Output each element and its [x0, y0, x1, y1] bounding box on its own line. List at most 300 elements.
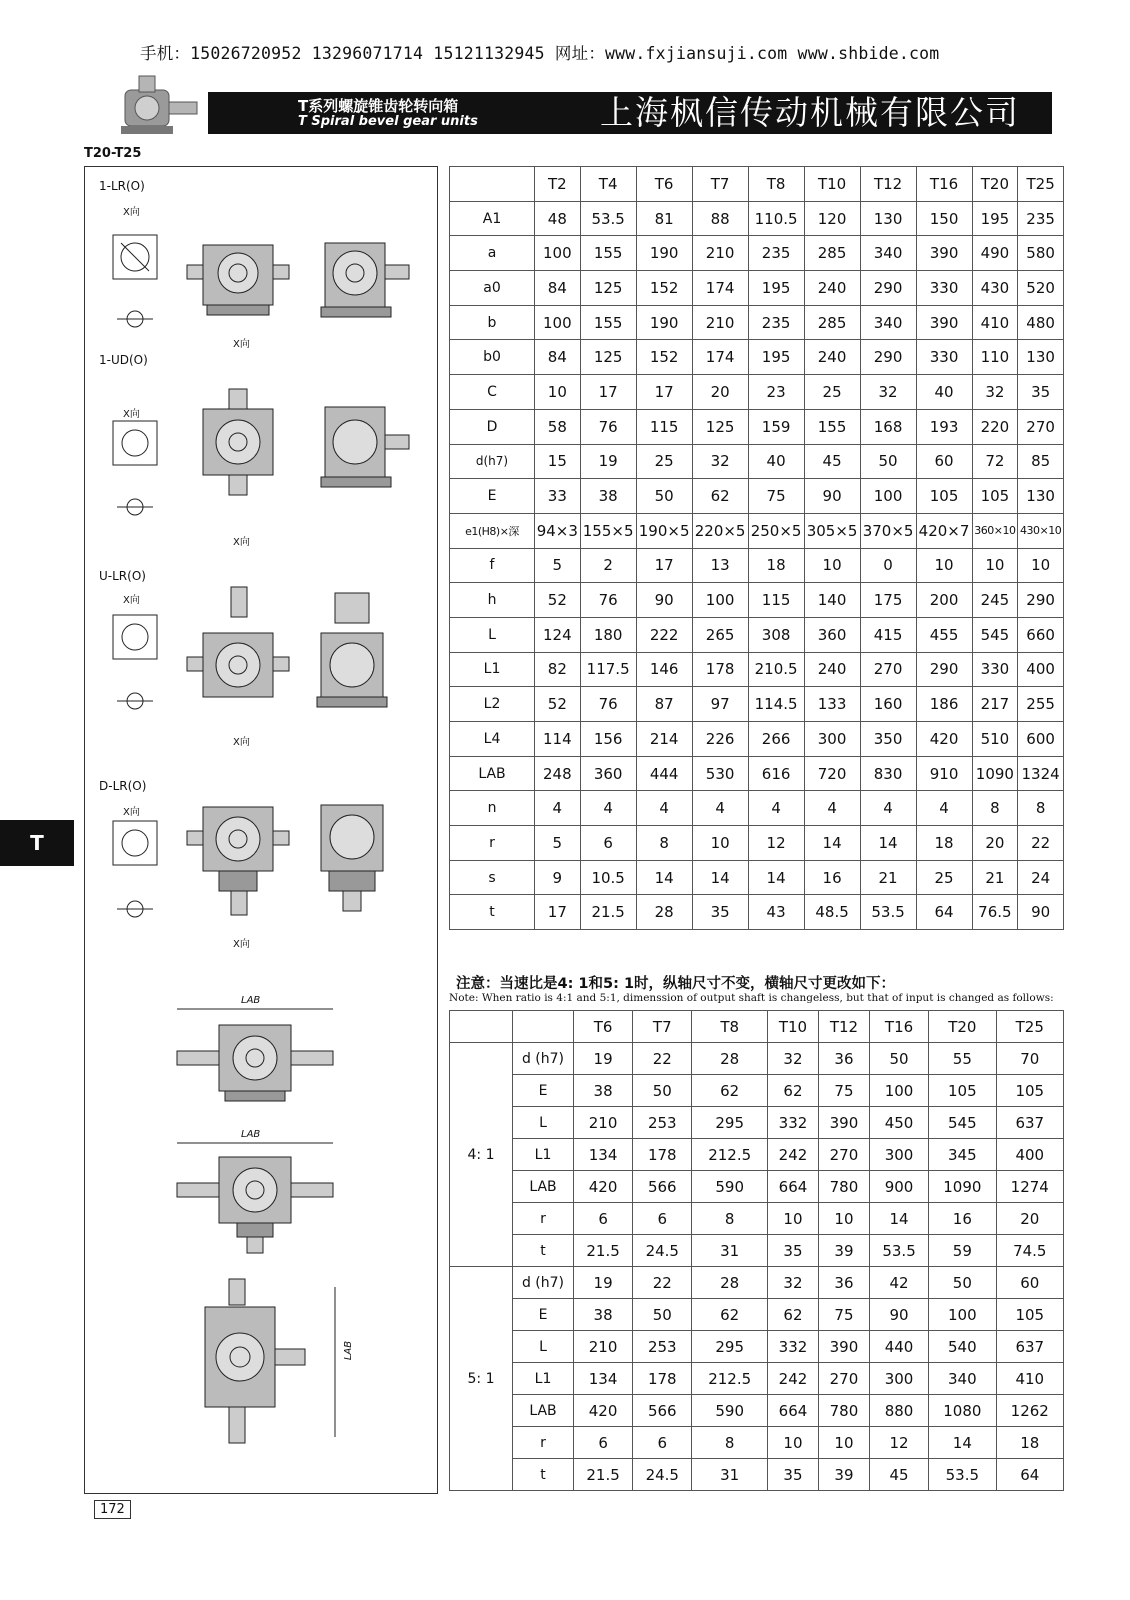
row-label: s [450, 860, 535, 895]
table-cell: 64 [916, 895, 972, 930]
table-cell: 210 [692, 236, 748, 271]
table-cell: 20 [996, 1203, 1063, 1235]
column-header: T7 [633, 1011, 692, 1043]
table-cell: 2 [580, 548, 636, 583]
table-cell: 20 [972, 826, 1018, 861]
row-label: L1 [513, 1139, 574, 1171]
table-cell: 90 [1018, 895, 1064, 930]
table-cell: 15 [535, 444, 581, 479]
table-cell: 45 [869, 1459, 928, 1491]
table-cell: 88 [692, 201, 748, 236]
x-direction-label: X向 [233, 737, 250, 748]
table-cell: 114.5 [748, 687, 804, 722]
row-label: t [513, 1235, 574, 1267]
table-row [450, 236, 1064, 271]
table-cell: 195 [972, 201, 1018, 236]
table-cell: 38 [580, 479, 636, 514]
table-cell: 10 [818, 1427, 869, 1459]
table-cell: 23 [748, 375, 804, 410]
table-cell: 32 [767, 1043, 818, 1075]
table-cell: 248 [535, 756, 581, 791]
table-cell: 1080 [929, 1395, 996, 1427]
table-cell: 8 [692, 1203, 768, 1235]
table-cell: 4 [804, 791, 860, 826]
table-cell: 4 [748, 791, 804, 826]
row-label: LAB [513, 1395, 574, 1427]
table-cell: 178 [633, 1363, 692, 1395]
table-cell: 18 [916, 826, 972, 861]
table-cell: 159 [748, 409, 804, 444]
figure-label: D-LR(O) [99, 779, 147, 793]
table-cell: 87 [636, 687, 692, 722]
table-cell: 156 [580, 722, 636, 757]
table-cell: 300 [804, 722, 860, 757]
banner-title-cn: T系列螺旋锥齿轮转向箱 [298, 97, 459, 115]
table-cell: 52 [535, 687, 581, 722]
table-cell: 17 [636, 375, 692, 410]
row-label: L4 [450, 722, 535, 757]
ratio-dimensions-table [449, 1010, 1064, 1491]
table-cell: 24.5 [633, 1459, 692, 1491]
row-label: t [450, 895, 535, 930]
table-cell: 390 [916, 236, 972, 271]
table-cell: 35 [767, 1459, 818, 1491]
table-cell: 178 [692, 652, 748, 687]
table-cell: 8 [1018, 791, 1064, 826]
table-cell: 100 [535, 236, 581, 271]
table-cell: 332 [767, 1331, 818, 1363]
table-cell: 214 [636, 722, 692, 757]
table-cell: 590 [692, 1171, 768, 1203]
table-cell: 190×5 [636, 513, 692, 548]
table-cell: 40 [748, 444, 804, 479]
table-row [450, 1331, 1064, 1363]
table-cell: 62 [692, 479, 748, 514]
table-cell: 430×10 [1018, 513, 1064, 548]
table-cell: 8 [636, 826, 692, 861]
table-row [450, 687, 1064, 722]
table-cell: 24.5 [633, 1235, 692, 1267]
row-label: C [450, 375, 535, 410]
table-cell: 360×10 [972, 513, 1018, 548]
table-row [450, 1299, 1064, 1331]
table-cell: 35 [692, 895, 748, 930]
series-label: T20-T25 [84, 146, 142, 161]
table-cell: 900 [869, 1171, 928, 1203]
table-cell: 14 [860, 826, 916, 861]
table-cell: 21 [972, 860, 1018, 895]
table-cell: 100 [692, 583, 748, 618]
table-cell: 4 [580, 791, 636, 826]
table-cell: 270 [860, 652, 916, 687]
table-cell: 455 [916, 617, 972, 652]
table-cell: 53.5 [580, 201, 636, 236]
table-cell: 155 [580, 236, 636, 271]
table-cell: 60 [916, 444, 972, 479]
table-row [450, 860, 1064, 895]
table-cell: 125 [580, 271, 636, 306]
table-row [450, 1043, 1064, 1075]
table-row [450, 1139, 1064, 1171]
table-cell: 90 [804, 479, 860, 514]
table-row [450, 409, 1064, 444]
empty-header [450, 1011, 513, 1043]
table-cell: 664 [767, 1395, 818, 1427]
table-cell: 58 [535, 409, 581, 444]
note-en: Note: When ratio is 4:1 and 5:1, dimenssion of output shaft is changeless, but that of input is changed as follows: [449, 992, 1054, 1004]
column-header: T10 [767, 1011, 818, 1043]
table-cell: 4 [636, 791, 692, 826]
table-cell: 200 [916, 583, 972, 618]
table-cell: 295 [692, 1107, 768, 1139]
table-cell: 235 [748, 305, 804, 340]
table-cell: 4 [535, 791, 581, 826]
table-cell: 75 [818, 1299, 869, 1331]
table-cell: 10 [767, 1203, 818, 1235]
table-row [450, 826, 1064, 861]
table-cell: 120 [804, 201, 860, 236]
table-row [450, 548, 1064, 583]
table-cell: 420 [574, 1395, 633, 1427]
row-label: L [513, 1107, 574, 1139]
column-header: T20 [972, 167, 1018, 202]
table-row [450, 340, 1064, 375]
table-cell: 62 [692, 1075, 768, 1107]
table-cell: 240 [804, 652, 860, 687]
table-cell: 415 [860, 617, 916, 652]
table-cell: 22 [633, 1043, 692, 1075]
contact-line: 手机：15026720952 13296071714 15121132945 网址：www.fxjiansuji.com www.shbide.com [140, 44, 940, 63]
table-cell: 59 [929, 1235, 996, 1267]
table-cell: 300 [869, 1139, 928, 1171]
table-cell: 180 [580, 617, 636, 652]
table-cell: 253 [633, 1331, 692, 1363]
table-cell: 400 [1018, 652, 1064, 687]
row-label: L [450, 617, 535, 652]
table-cell: 130 [1018, 479, 1064, 514]
table-cell: 220×5 [692, 513, 748, 548]
table-cell: 105 [972, 479, 1018, 514]
table-cell: 17 [580, 375, 636, 410]
table-cell: 124 [535, 617, 581, 652]
table-cell: 242 [767, 1363, 818, 1395]
table-cell: 90 [869, 1299, 928, 1331]
table-cell: 440 [869, 1331, 928, 1363]
table-cell: 6 [574, 1203, 633, 1235]
row-label: E [513, 1075, 574, 1107]
banner-title-en: T Spiral bevel gear units [298, 114, 478, 129]
table-cell: 637 [996, 1331, 1063, 1363]
table-cell: 21.5 [574, 1235, 633, 1267]
table-cell: 210 [574, 1331, 633, 1363]
x-direction-label: X向 [123, 595, 140, 606]
table-cell: 16 [804, 860, 860, 895]
row-label: L1 [450, 652, 535, 687]
table-cell: 84 [535, 340, 581, 375]
table-cell: 72 [972, 444, 1018, 479]
column-header: T4 [580, 167, 636, 202]
gearbox-logo-image [105, 72, 215, 144]
table-cell: 28 [692, 1267, 768, 1299]
table-cell: 174 [692, 340, 748, 375]
table-cell: 130 [860, 201, 916, 236]
table-cell: 62 [692, 1299, 768, 1331]
column-header [450, 167, 535, 202]
table-cell: 210 [692, 305, 748, 340]
table-cell: 25 [916, 860, 972, 895]
table-cell: 14 [748, 860, 804, 895]
table-cell: 212.5 [692, 1363, 768, 1395]
table-cell: 50 [929, 1267, 996, 1299]
table-row [450, 271, 1064, 306]
table-cell: 664 [767, 1171, 818, 1203]
table-cell: 9 [535, 860, 581, 895]
table-cell: 300 [869, 1363, 928, 1395]
table-row [450, 895, 1064, 930]
table-cell: 21.5 [580, 895, 636, 930]
table-cell: 370×5 [860, 513, 916, 548]
table-cell: 295 [692, 1331, 768, 1363]
drawing-lab-1 [175, 1003, 335, 1113]
table-cell: 193 [916, 409, 972, 444]
table-cell: 31 [692, 1235, 768, 1267]
table-cell: 117.5 [580, 652, 636, 687]
table-cell: 226 [692, 722, 748, 757]
table-cell: 420 [916, 722, 972, 757]
table-cell: 235 [748, 236, 804, 271]
row-label: E [450, 479, 535, 514]
table-cell: 19 [574, 1043, 633, 1075]
table-cell: 235 [1018, 201, 1064, 236]
table-cell: 530 [692, 756, 748, 791]
table-cell: 100 [535, 305, 581, 340]
table-cell: 580 [1018, 236, 1064, 271]
ratio-label: 4: 1 [450, 1043, 513, 1267]
table-cell: 155×5 [580, 513, 636, 548]
x-direction-label: X向 [123, 207, 140, 218]
table-cell: 217 [972, 687, 1018, 722]
table-cell: 28 [692, 1043, 768, 1075]
column-header: T8 [748, 167, 804, 202]
table-cell: 5 [535, 826, 581, 861]
table-row [450, 479, 1064, 514]
table-cell: 32 [692, 444, 748, 479]
table-cell: 152 [636, 340, 692, 375]
table-cell: 212.5 [692, 1139, 768, 1171]
row-label: e1(H8)×深 [450, 513, 535, 548]
table-row [450, 305, 1064, 340]
column-header: T8 [692, 1011, 768, 1043]
table-cell: 520 [1018, 271, 1064, 306]
table-cell: 190 [636, 236, 692, 271]
row-label: r [513, 1427, 574, 1459]
table-cell: 390 [818, 1107, 869, 1139]
table-cell: 150 [916, 201, 972, 236]
table-cell: 390 [818, 1331, 869, 1363]
table-cell: 17 [535, 895, 581, 930]
table-cell: 195 [748, 340, 804, 375]
table-cell: 24 [1018, 860, 1064, 895]
table-cell: 100 [860, 479, 916, 514]
table-cell: 1274 [996, 1171, 1063, 1203]
table-row [450, 1459, 1064, 1491]
table-cell: 50 [636, 479, 692, 514]
drawing-lab-2 [175, 1137, 335, 1257]
table-cell: 6 [580, 826, 636, 861]
table-cell: 220 [972, 409, 1018, 444]
table-cell: 16 [929, 1203, 996, 1235]
table-cell: 114 [535, 722, 581, 757]
table-cell: 545 [972, 617, 1018, 652]
figure-label: U-LR(O) [99, 569, 146, 583]
table-cell: 10 [972, 548, 1018, 583]
table-cell: 175 [860, 583, 916, 618]
table-row [450, 1203, 1064, 1235]
table-cell: 82 [535, 652, 581, 687]
table-cell: 48 [535, 201, 581, 236]
table-cell: 76 [580, 583, 636, 618]
table-cell: 305×5 [804, 513, 860, 548]
table-cell: 14 [692, 860, 748, 895]
table-cell: 8 [692, 1427, 768, 1459]
table-row [450, 1267, 1064, 1299]
table-cell: 35 [1018, 375, 1064, 410]
table-row [450, 722, 1064, 757]
lab-dimension-label: LAB [241, 995, 261, 1006]
drawing-lab-3 [195, 1277, 365, 1447]
column-header: T16 [869, 1011, 928, 1043]
table-cell: 566 [633, 1171, 692, 1203]
table-cell: 130 [1018, 340, 1064, 375]
table-row [450, 1075, 1064, 1107]
table-cell: 105 [916, 479, 972, 514]
table-cell: 10.5 [580, 860, 636, 895]
table-cell: 133 [804, 687, 860, 722]
table-row [450, 1107, 1064, 1139]
table-cell: 60 [996, 1267, 1063, 1299]
table-header-row [450, 1011, 1064, 1043]
table-cell: 134 [574, 1139, 633, 1171]
table-cell: 160 [860, 687, 916, 722]
figure-label: 1-LR(O) [99, 179, 145, 193]
table-cell: 36 [818, 1267, 869, 1299]
table-cell: 1262 [996, 1395, 1063, 1427]
table-cell: 240 [804, 340, 860, 375]
table-cell: 75 [748, 479, 804, 514]
dimensions-table [449, 166, 1064, 930]
table-cell: 1324 [1018, 756, 1064, 791]
x-direction-label: X向 [233, 537, 250, 548]
table-cell: 545 [929, 1107, 996, 1139]
drawing-1-lr [95, 207, 425, 337]
table-cell: 14 [636, 860, 692, 895]
table-cell: 45 [804, 444, 860, 479]
table-cell: 110 [972, 340, 1018, 375]
row-label: a [450, 236, 535, 271]
column-header: T25 [996, 1011, 1063, 1043]
table-cell: 10 [1018, 548, 1064, 583]
table-cell: 255 [1018, 687, 1064, 722]
table-cell: 253 [633, 1107, 692, 1139]
column-header: T20 [929, 1011, 996, 1043]
table-row [450, 1395, 1064, 1427]
table-cell: 39 [818, 1459, 869, 1491]
table-cell: 10 [818, 1203, 869, 1235]
row-label: n [450, 791, 535, 826]
table-cell: 105 [996, 1299, 1063, 1331]
table-cell: 64 [996, 1459, 1063, 1491]
table-cell: 20 [692, 375, 748, 410]
table-cell: 4 [916, 791, 972, 826]
page-number: 172 [94, 1500, 131, 1519]
table-cell: 168 [860, 409, 916, 444]
lab-dimension-label: LAB [241, 1129, 261, 1140]
x-direction-label: X向 [123, 409, 140, 420]
table-row [450, 1235, 1064, 1267]
table-cell: 90 [636, 583, 692, 618]
table-cell: 420 [574, 1171, 633, 1203]
empty-header [513, 1011, 574, 1043]
column-header: T10 [804, 167, 860, 202]
table-cell: 410 [996, 1363, 1063, 1395]
table-cell: 178 [633, 1139, 692, 1171]
table-cell: 1090 [972, 756, 1018, 791]
table-cell: 600 [1018, 722, 1064, 757]
note-cn: 注意：当速比是4: 1和5: 1时，纵轴尺寸不变，横轴尺寸更改如下： [456, 976, 896, 992]
table-cell: 105 [929, 1075, 996, 1107]
table-cell: 115 [748, 583, 804, 618]
row-label: a0 [450, 271, 535, 306]
table-cell: 6 [633, 1203, 692, 1235]
row-label: r [450, 826, 535, 861]
table-cell: 32 [860, 375, 916, 410]
table-cell: 22 [1018, 826, 1064, 861]
table-cell: 660 [1018, 617, 1064, 652]
table-cell: 330 [916, 271, 972, 306]
table-cell: 390 [916, 305, 972, 340]
side-tab: T [0, 820, 74, 866]
table-cell: 480 [1018, 305, 1064, 340]
table-cell: 39 [818, 1235, 869, 1267]
column-header: T25 [1018, 167, 1064, 202]
row-label: L2 [450, 687, 535, 722]
table-cell: 830 [860, 756, 916, 791]
table-row [450, 513, 1064, 548]
table-cell: 10 [535, 375, 581, 410]
row-label: D [450, 409, 535, 444]
table-cell: 14 [804, 826, 860, 861]
table-cell: 115 [636, 409, 692, 444]
table-cell: 265 [692, 617, 748, 652]
table-cell: 540 [929, 1331, 996, 1363]
table-cell: 1090 [929, 1171, 996, 1203]
table-cell: 245 [972, 583, 1018, 618]
table-cell: 186 [916, 687, 972, 722]
table-cell: 222 [636, 617, 692, 652]
table-cell: 155 [804, 409, 860, 444]
row-label: A1 [450, 201, 535, 236]
table-cell: 50 [633, 1299, 692, 1331]
table-cell: 590 [692, 1395, 768, 1427]
table-cell: 450 [869, 1107, 928, 1139]
table-cell: 12 [869, 1427, 928, 1459]
table-cell: 420×7 [916, 513, 972, 548]
table-cell: 8 [972, 791, 1018, 826]
table-cell: 146 [636, 652, 692, 687]
table-cell: 174 [692, 271, 748, 306]
table-cell: 0 [860, 548, 916, 583]
table-cell: 10 [916, 548, 972, 583]
